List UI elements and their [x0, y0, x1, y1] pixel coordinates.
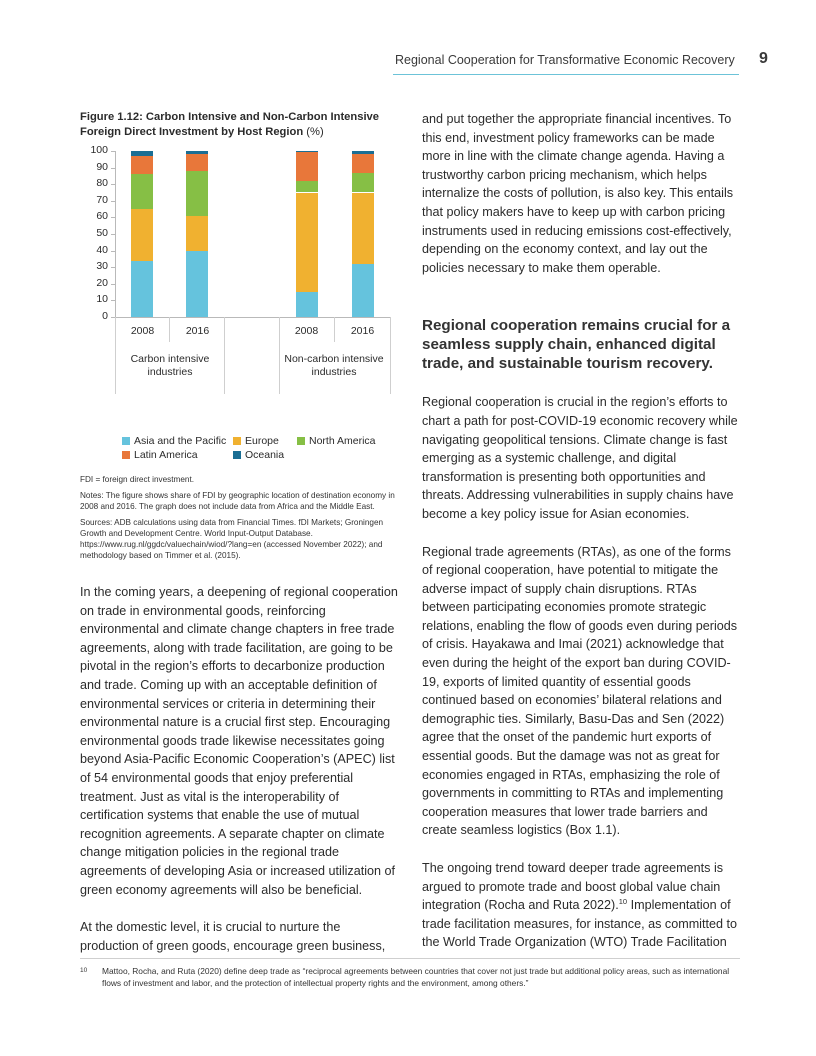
y-tick-label: 80	[96, 177, 108, 190]
x-axis	[115, 317, 391, 318]
axis-divider	[390, 317, 391, 394]
body-paragraph	[422, 859, 740, 952]
bar-segment-oceania	[131, 151, 153, 156]
legend-item-oceania	[233, 449, 284, 461]
body-paragraph: Regional trade agreements (RTAs), as one of the forms of regional cooperation, have potential to mitigate the adverse impact of supply chain disruptions. RTAs between participating economies promote strategic relations, enabling the flow of goods even during periods of crisis. Hayakawa and Imai (2021) acknowledge that even during the height of the export ban during COVID-19, exports of limited quantity of essential goods continued based on economies’ bilateral relations and demographic ties. Similarly, Basu-Das and Sen (2022) agree that the onset of the pandemic hurt exports of essential goods. But the damage was not as great for economies engaged in RTAs, emphasizing the role of governments in committing to RTAs and implementing cooperation measures that lower trade barriers and create seamless logistics (Box 1.1).	[422, 544, 738, 838]
header-rule	[393, 74, 739, 75]
x-group-label-noncarbon: Non-carbon intensive industries	[284, 353, 384, 378]
legend-label: Europe	[245, 435, 279, 447]
bar-segment-europe	[296, 193, 318, 293]
abbrev-note: FDI = foreign direct investment.	[80, 475, 194, 484]
stacked-bar-chart	[80, 144, 398, 474]
x-group-label-carbon: Carbon intensive industries	[130, 353, 210, 378]
x-label-year: 2008	[130, 325, 155, 337]
footnote-rule	[80, 958, 740, 959]
y-tick-label: 10	[96, 293, 108, 306]
notes-text: Notes: The figure shows share of FDI by geographic location of destination economy in 2008 and 2016. The graph does not include data from Africa and the Middle East.	[80, 491, 395, 511]
bar-segment-latin-america	[186, 154, 208, 171]
figure-title-text: Figure 1.12: Carbon Intensive and Non-Carbon Intensive Foreign Direct Investment by Host Region	[80, 111, 380, 138]
bar-segment-north-america	[186, 171, 208, 216]
legend-swatch	[233, 437, 241, 445]
y-tick-label: 50	[96, 227, 108, 239]
running-title: Regional Cooperation for Transformative Economic Recovery	[395, 53, 735, 67]
bar-segment-oceania	[186, 151, 208, 154]
paragraph-text: Implementation of trade facilitation measures, for instance, as committed to the World Trade Organization (WTO) Trade Facilitation	[422, 898, 737, 950]
y-axis	[115, 151, 116, 323]
body-paragraph: Regional cooperation is crucial in the region’s efforts to chart a path for post-COVID-19 economic recovery while navigating geopolitical tensions. Climate change is fast emerging as a systemic challenge, and digital transformation is presenting both opportunities and threats. Addressing vulnerabilities in supply chains have become a key policy issue for Asian economies.	[422, 395, 738, 521]
bar-segment-europe	[352, 193, 374, 264]
body-paragraph-continuation: and put together the appropriate financial incentives. To this end, investment policy frameworks can be made more in line with the climate change agenda. Having a trustworthy carbon pricing mechanism, which helps internalize the costs of pollution, is also key. This entails that policy makers have to keep up with carbon pricing instruments used in reducing emissions cost-effectively, depending on the economy context, and lay out the policies necessary to make them operable.	[422, 112, 734, 275]
body-paragraph: At the domestic level, it is crucial to nurture the production of green goods, encourage green business,	[80, 920, 386, 953]
page-number: 9	[759, 50, 768, 67]
bar-segment-asia-and-the-pacific	[352, 264, 374, 317]
page-header	[0, 0, 816, 80]
legend-swatch	[122, 451, 130, 459]
x-label-year: 2016	[350, 325, 375, 337]
y-tick-label: 60	[96, 210, 108, 223]
legend-label: Latin America	[134, 449, 198, 461]
bar-segment-latin-america	[131, 156, 153, 174]
bar-segment-europe	[186, 216, 208, 251]
x-label-year: 2008	[294, 325, 319, 337]
figure-unit: (%)	[306, 126, 324, 138]
figure-notes	[80, 474, 398, 561]
figure-title	[80, 110, 398, 140]
bar-segment-asia-and-the-pacific	[296, 292, 318, 317]
footnote-text: Mattoo, Rocha, and Ruta (2020) define deep trade as “reciprocal agreements between countries that cover not just trade but additional policy areas, such as international flows of investment and labor, and the protection of intellectual property rights and the environment, among others.”	[102, 966, 730, 988]
y-tick-label: 30	[96, 260, 108, 273]
bar-segment-north-america	[352, 173, 374, 193]
section-heading: Regional cooperation remains crucial for a seamless supply chain, enhanced digital trade, and sustainable tourism recovery.	[422, 317, 731, 373]
bar-segment-north-america	[131, 174, 153, 209]
paragraph-text: The ongoing trend toward deeper trade agreements is argued to promote trade and boost global value chain integration (Rocha and Ruta 2022).	[422, 861, 724, 913]
footnote	[80, 965, 742, 989]
y-tick-label: 0	[102, 310, 108, 322]
x-label-year: 2016	[185, 325, 210, 337]
y-tick-label: 70	[96, 193, 108, 206]
body-paragraph: In the coming years, a deepening of regional cooperation on trade in environmental goods, reinforcing environmental and climate change chapters in free trade agreements, along with trade facilitation, are going to be pivotal in the region’s efforts to decarbonize production and trade. Coming up with an acceptable definition of environmental services or criteria in determining their environmental nature is a crucial first step. Encouraging environmental goods trade likewise necessitates going beyond Asia-Pacific Economic Cooperation’s (APEC) list of 54 environmental goods that enjoy preferential treatment. Just as vital is the interoperability of certification systems that enable the use of mutual recognition agreements. A separate chapter on climate change mitigation policies in the regional trade agreements of developing Asia or increased utilization of green economy agreements will also be beneficial.	[80, 585, 398, 897]
legend-label: North America	[309, 435, 376, 447]
sources-text: Sources: ADB calculations using data from Financial Times. fDI Markets; Groningen Growth and Development Centre. World Input-Output Database. https://www.rug.nl/ggdc/valuechain/wiod/?lang=en (accessed November 2022); and methodology based on Timmer et al. (2015).	[80, 518, 384, 560]
bar-segment-oceania	[296, 151, 318, 152]
bar-segment-oceania	[352, 151, 374, 154]
legend-item-north-america	[297, 435, 376, 447]
left-column	[80, 110, 398, 955]
y-tick-label: 100	[90, 144, 108, 156]
bar-segment-europe	[131, 209, 153, 260]
legend-item-asia-pacific	[122, 435, 226, 447]
legend-item-europe	[233, 435, 279, 447]
legend-swatch	[233, 451, 241, 459]
legend-label: Asia and the Pacific	[134, 435, 227, 447]
bar-segment-asia-and-the-pacific	[186, 251, 208, 317]
footnote-reference[interactable]: 10	[618, 897, 628, 906]
footnote-number: 10	[80, 967, 88, 974]
bar-segment-north-america	[296, 181, 318, 193]
y-tick-label: 40	[96, 243, 108, 256]
bar-segment-latin-america	[296, 152, 318, 181]
y-tick-label: 20	[96, 276, 108, 289]
right-column	[422, 110, 740, 952]
bar-segment-asia-and-the-pacific	[131, 261, 153, 317]
y-tick-label: 90	[96, 160, 108, 173]
bar-segment-latin-america	[352, 154, 374, 172]
legend-swatch	[297, 437, 305, 445]
legend-swatch	[122, 437, 130, 445]
legend-label: Oceania	[245, 449, 285, 461]
legend-item-latin-america	[122, 449, 198, 461]
